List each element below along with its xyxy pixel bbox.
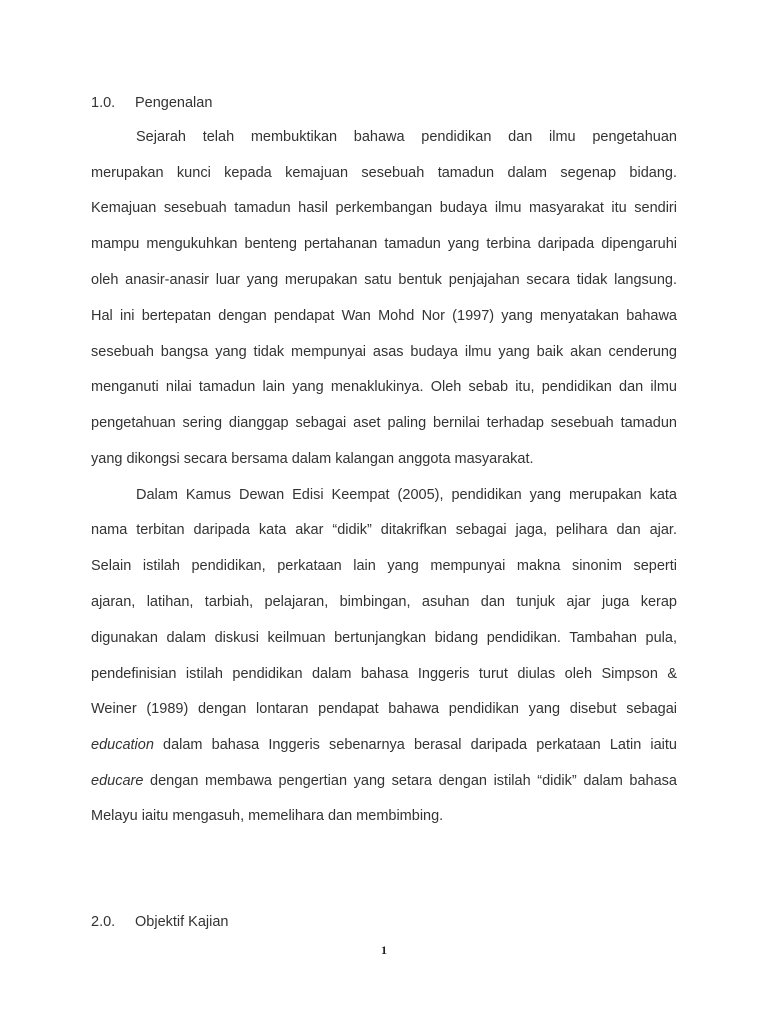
section-title: Objektif Kajian	[135, 914, 229, 930]
paragraph-line: Sejarah telah membuktikan bahawa pendidikan dan ilmu pengetahuan	[136, 129, 677, 145]
line-text: dengan membawa pengertian yang setara dengan istilah “didik” dalam bahasa	[143, 773, 677, 789]
paragraph-line: digunakan dalam diskusi keilmuan bertunjangkan bidang pendidikan. Tambahan pula,	[91, 630, 677, 646]
paragraph-line: Selain istilah pendidikan, perkataan lain yang mempunyai makna sinonim seperti	[91, 558, 677, 574]
paragraph-line: merupakan kunci kepada kemajuan sesebuah tamadun dalam segenap bidang.	[91, 165, 677, 181]
section-heading-pengenalan	[91, 94, 212, 112]
paragraph-line: Melayu iaitu mengasuh, memelihara dan membimbing.	[91, 808, 444, 824]
section-title: Pengenalan	[135, 95, 213, 111]
page-number: 1	[381, 943, 387, 957]
paragraph-line	[91, 772, 677, 790]
paragraph-line: nama terbitan daripada kata akar “didik” ditakrifkan sebagai jaga, pelihara dan ajar.	[91, 522, 677, 538]
paragraph-line	[91, 736, 677, 754]
paragraph-line: mampu mengukuhkan benteng pertahanan tamadun yang terbina daripada dipengaruhi	[91, 236, 677, 252]
section-number: 1.0.	[91, 95, 116, 111]
paragraph-line: Dalam Kamus Dewan Edisi Keempat (2005), pendidikan yang merupakan kata	[136, 487, 677, 503]
paragraph-line: sesebuah bangsa yang tidak mempunyai asas budaya ilmu yang baik akan cenderung	[91, 344, 677, 360]
paragraph-line: pengetahuan sering dianggap sebagai aset paling bernilai terhadap sesebuah tamadun	[91, 415, 677, 431]
paragraph-line: Kemajuan sesebuah tamadun hasil perkembangan budaya ilmu masyarakat itu sendiri	[91, 200, 677, 216]
paragraph-line: oleh anasir-anasir luar yang merupakan satu bentuk penjajahan secara tidak langsung.	[91, 272, 677, 288]
line-text: dalam bahasa Inggeris sebenarnya berasal daripada perkataan Latin iaitu	[153, 737, 677, 753]
italic-term-education: education	[91, 737, 154, 753]
paragraph-line: Weiner (1989) dengan lontaran pendapat bahawa pendidikan yang disebut sebagai	[91, 701, 677, 717]
section-heading-objektif	[91, 913, 229, 931]
paragraph-line: pendefinisian istilah pendidikan dalam bahasa Inggeris turut diulas oleh Simpson &	[91, 666, 677, 682]
italic-term-educare: educare	[91, 773, 144, 789]
paragraph-line: ajaran, latihan, tarbiah, pelajaran, bimbingan, asuhan dan tunjuk ajar juga kerap	[91, 594, 677, 610]
section-number: 2.0.	[91, 914, 116, 930]
paragraph-line: Hal ini bertepatan dengan pendapat Wan Mohd Nor (1997) yang menyatakan bahawa	[91, 308, 677, 324]
paragraph-line: yang dikongsi secara bersama dalam kalangan anggota masyarakat.	[91, 451, 534, 467]
paragraph-line: menganuti nilai tamadun lain yang menaklukinya. Oleh sebab itu, pendidikan dan ilmu	[91, 379, 677, 395]
